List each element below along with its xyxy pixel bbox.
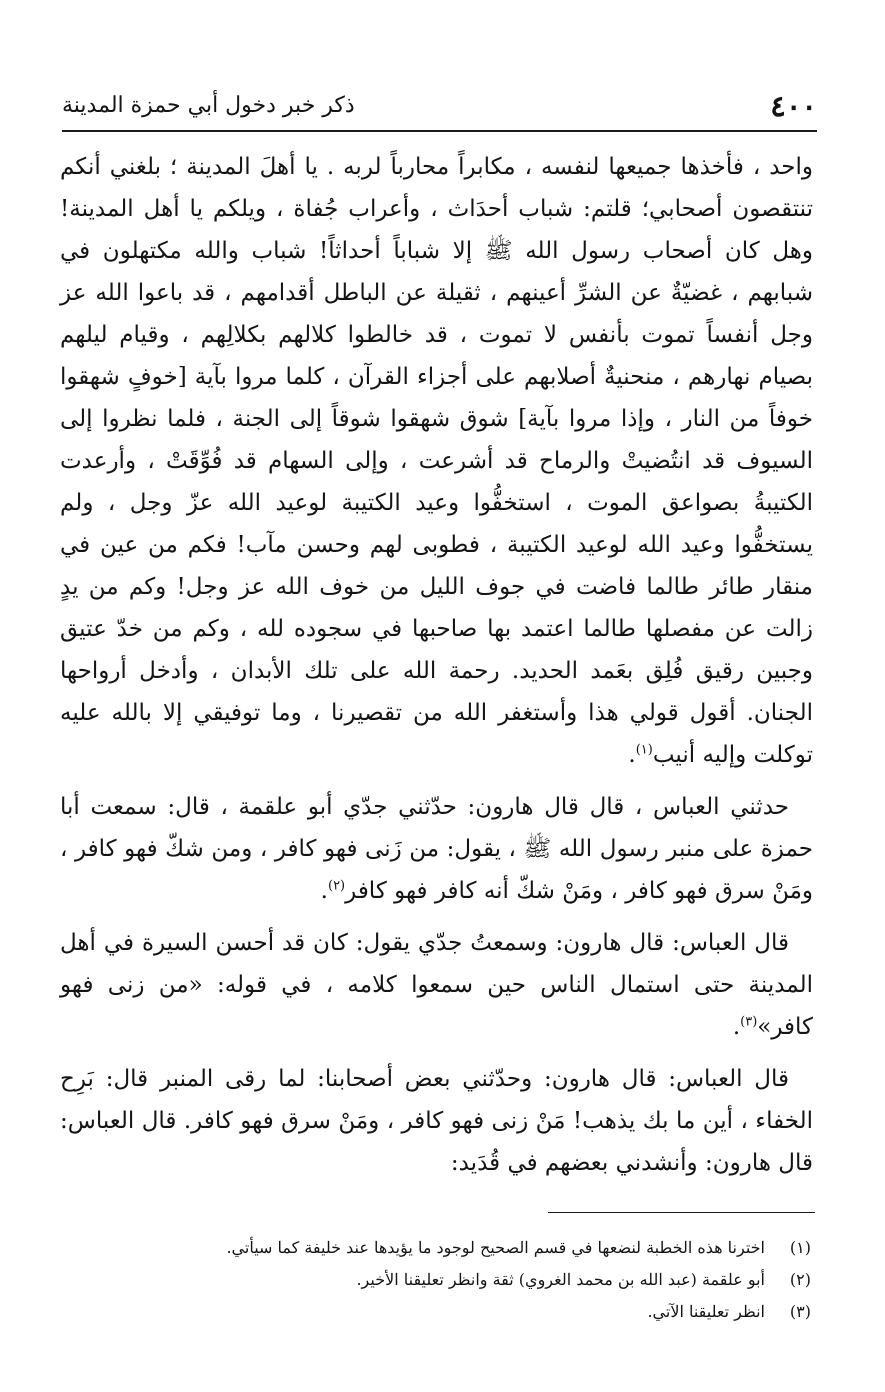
paragraph-tail: . <box>732 1014 741 1040</box>
paragraph-khutba <box>60 146 813 776</box>
main-text <box>60 146 813 1184</box>
paragraph-narration <box>60 786 813 912</box>
footnote-item <box>62 1232 811 1264</box>
footnote-number: (١) <box>789 1238 811 1257</box>
footnote-rule <box>548 1212 815 1213</box>
paragraph-narration <box>60 1058 813 1184</box>
footnote-marker[interactable]: (١) <box>635 742 653 758</box>
paragraph-text: قال العباس: قال هارون: وحدّثني بعض أصحابنا: لما رقى المنبر قال: بَرِح الخفاء ، أين ما بك يذهب! مَنْ زنى فهو كافر ، ومَنْ سرق فهو كافر. قال العباس: قال هارون: وأنشدني بعضهم في قُدَيد: <box>60 1066 813 1176</box>
running-head-title: ذكر خبر دخول أبي حمزة المدينة <box>62 93 355 118</box>
page-number: ٤٠٠ <box>770 89 817 123</box>
footnote-marker[interactable]: (٣) <box>740 1014 758 1030</box>
footnote-item <box>62 1264 811 1296</box>
paragraph-text: قال العباس: قال هارون: وسمعتُ جدّي يقول: كان قد أحسن السيرة في أهل المدينة حتى استمال الناس حين سمعوا كلامه ، في قوله: «من زنى فهو كافر» <box>60 930 813 1040</box>
paragraph-tail: . <box>628 742 636 768</box>
footnotes <box>62 1232 811 1328</box>
footnote-text: اخترنا هذه الخطبة لنضعها في قسم الصحيح لوجود ما يؤيدها عند خليفة كما سيأتي. <box>226 1238 765 1257</box>
paragraph-text: حدثني العباس ، قال قال هارون: حدّثني جدّي أبو علقمة ، قال: سمعت أبا حمزة على منبر رسول الله ﷺ ، يقول: من زَنى فهو كافر ، ومن شكّ فهو كافر ، ومَنْ سرق فهو كافر ، ومَنْ شكّ أنه كافر فهو كافر <box>60 794 813 904</box>
footnote-text: أبو علقمة (عبد الله بن محمد الغروي) ثقة وانظر تعليقنا الأخير. <box>356 1270 765 1289</box>
header-rule <box>62 130 817 132</box>
footnote-text: انظر تعليقنا الآتي. <box>647 1302 765 1321</box>
paragraph-narration <box>60 922 813 1048</box>
running-head <box>62 86 817 126</box>
footnote-number: (٣) <box>789 1302 811 1321</box>
paragraph-text: واحد ، فأخذها جميعها لنفسه ، مكابراً محارباً لربه . يا أهلَ المدينة ؛ بلغني أنكم تنتقصون أصحابي؛ قلتم: شباب أحدَاث ، وأعراب جُفاة ، ويلكم يا أهل المدينة! وهل كان أصحاب رسول الله ﷺ إلا شباباً أحداثاً! شباب والله مكتهلون في شبابهم ، غضيّةٌ عن الشرِّ أعينهم ، ثقيلة عن الباطل أقدامهم ، قد باعوا الله عز وجل أنفساً تموت بأنفس لا تموت ، قد خالطوا كلالهم بكلالِهم ، وقيام ليلهم بصيام نهارهم ، منحنيةٌ أصلابهم على أجزاء القرآن ، كلما مروا بآية [خوفٍ شهقوا خوفاً من النار ، وإذا مروا بآية] شوق شهقوا شوقاً إلى الجنة ، فلما نظروا إلى السيوف قد انتُضيتْ والرماح قد أشرعت ، وإلى السهام قد فُوِّقَتْ ، وأرعدت الكتيبةُ بصواعق الموت ، استخفُّوا وعيد الكتيبة لوعيد الله عزّ وجل ، ولم يستخفُّوا وعيد الله لوعيد الكتيبة ، فطوبى لهم وحسن مآب! فكم من عين في منقار طائر طالما فاضت في جوف الليل من خوف الله عز وجل! وكم من يدٍ زالت عن مفصلها طالما اعتمد بها صاحبها في سجوده لله ، وكم من خدّ عتيق وجبين رقيق فُلِق بعَمد الحديد. رحمة الله على تلك الأبدان ، وأدخل أرواحها الجنان. أقول قولي هذا وأستغفر الله من تقصيرنا ، وما توفيقي إلا بالله عليه توكلت وإليه أنيب <box>60 154 813 768</box>
footnote-number: (٢) <box>789 1270 811 1289</box>
footnote-marker[interactable]: (٢) <box>327 878 346 894</box>
footnote-item <box>62 1296 811 1328</box>
paragraph-tail: . <box>320 878 328 904</box>
